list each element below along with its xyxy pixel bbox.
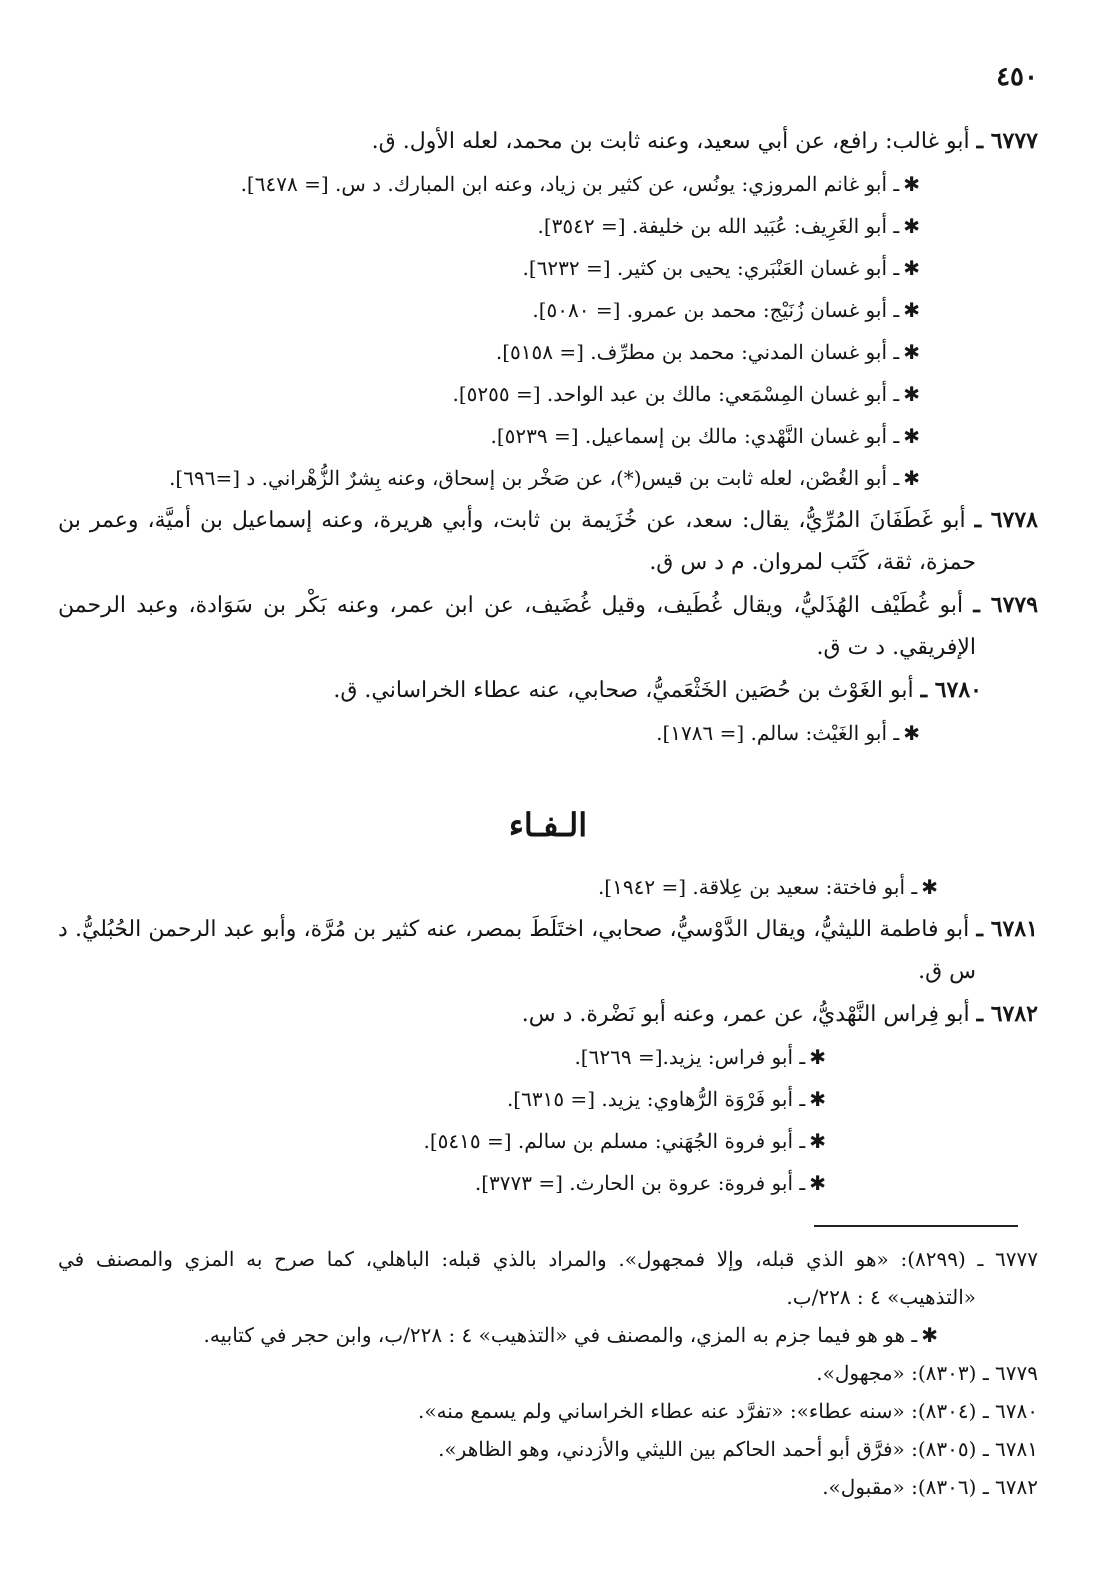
ref-text: ـ أبو غانم المروزي: يونُس، عن كثير بن زياد، وعنه ابن المبارك. د س. [= ٦٤٧٨]. <box>240 172 900 196</box>
ref-text: ـ أبو الغَيْث: سالم. [= ١٧٨٦]. <box>656 721 900 745</box>
cross-reference <box>58 205 1038 247</box>
footnote-text: (٨٢٩٩): «هو الذي قبله، وإلا فمجهول». والمراد بالذي قبله: الباهلي، كما صرح به المزي والمصنف في «التذهيب» ٤ : ٢٢٨/ب. <box>58 1247 976 1309</box>
asterisk-icon: ✱ <box>903 721 920 745</box>
section-heading: الـفـاء <box>508 806 588 844</box>
ref-text: ـ أبو غسان العَنْبَري: يحيى بن كثير. [= ٦٢٣٢]. <box>522 256 900 280</box>
footnote <box>58 1468 1038 1506</box>
entry <box>58 499 1038 584</box>
ref-text: ـ أبو فاختة: سعيد بن عِلاقة. [= ١٩٤٢]. <box>597 875 918 899</box>
ref-text: ـ أبو غسان النَّهْدي: مالك بن إسماعيل. [= ٥٢٣٩]. <box>490 424 900 448</box>
cross-reference <box>58 415 1038 457</box>
footnote <box>58 1240 1038 1316</box>
entry-text: أبو غُطَيْف الهُذَليُّ، ويقال غُطَيف، وقيل غُضَيف، عن ابن عمر، وعنه بَكْر بن سَوَادة، وعبد الرحمن الإفريقي. د ت ق. <box>58 593 976 660</box>
footnote-text: (٨٣٠٤): «سنه عطاء»: «تفرَّد عنه عطاء الخراساني ولم يسمع منه». <box>417 1399 977 1423</box>
cross-reference <box>58 1036 1038 1078</box>
entry <box>58 908 1038 993</box>
asterisk-icon: ✱ <box>903 382 920 406</box>
cross-reference <box>58 1120 1038 1162</box>
footnotes <box>58 1240 1038 1506</box>
asterisk-icon: ✱ <box>809 1129 826 1153</box>
ref-text: ـ أبو فروة الجُهَني: مسلم بن سالم. [= ٥٤١٥]. <box>423 1129 806 1153</box>
cross-reference <box>58 247 1038 289</box>
cross-reference <box>58 163 1038 205</box>
cross-reference <box>58 1078 1038 1120</box>
footnote <box>58 1392 1038 1430</box>
asterisk-icon: ✱ <box>921 875 938 899</box>
footnote <box>58 1354 1038 1392</box>
ref-text: ـ أبو غسان المِسْمَعي: مالك بن عبد الواحد. [= ٥٢٥٥]. <box>452 382 900 406</box>
entry-number: ٦٧٧٨ ـ <box>974 507 1038 533</box>
entry-text: أبو غَطَفَانَ المُرِّيُّ، يقال: سعد، عن خُزَيمة بن ثابت، وأبي هريرة، وعنه إسماعيل بن أميَّة، وعمر بن حمزة، ثقة، كَتَب لمروان. م د س ق. <box>58 508 976 575</box>
entry <box>58 993 1038 1036</box>
asterisk-icon: ✱ <box>903 424 920 448</box>
footnote-text: (٨٣٠٣): «مجهول». <box>816 1361 977 1385</box>
asterisk-icon: ✱ <box>903 256 920 280</box>
footnote-number: ٦٧٧٩ ـ <box>982 1361 1038 1385</box>
entry-number: ٦٧٧٩ ـ <box>973 592 1039 618</box>
entry-text: أبو غالب: رافع، عن أبي سعيد، وعنه ثابت بن محمد، لعله الأول. ق. <box>371 129 970 154</box>
footnote-number: ٦٧٨٢ ـ <box>982 1475 1038 1499</box>
entry <box>58 669 1038 712</box>
cross-reference <box>58 866 1038 908</box>
footnote-text: (٨٣٠٥): «فرَّق أبو أحمد الحاكم بين الليثي والأزدني، وهو الظاهر». <box>438 1437 977 1461</box>
ref-text: ـ أبو فروة: عروة بن الحارث. [= ٣٧٧٣]. <box>474 1171 806 1195</box>
asterisk-icon: ✱ <box>809 1087 826 1111</box>
asterisk-icon: ✱ <box>903 466 920 490</box>
entry-text: أبو الغَوْث بن حُصَين الخَثْعَميُّ، صحابي، عنه عطاء الخراساني. ق. <box>333 678 914 703</box>
footnote-number: ٦٧٨٠ ـ <box>982 1399 1038 1423</box>
ref-text: ـ أبو فَرْوَة الرُّهاوي: يزيد. [= ٦٣١٥]. <box>506 1087 806 1111</box>
main-entries <box>58 120 1038 1204</box>
asterisk-icon: ✱ <box>809 1171 826 1195</box>
asterisk-icon: ✱ <box>809 1045 826 1069</box>
entry-text: أبو فِراس النَّهْديُّ، عن عمر، وعنه أبو نَضْرة. د س. <box>521 1002 970 1027</box>
asterisk-icon: ✱ <box>921 1323 938 1347</box>
footnote-text: ـ هو هو فيما جزم به المزي، والمصنف في «التذهيب» ٤ : ٢٢٨/ب، وابن حجر في كتابيه. <box>203 1323 918 1347</box>
cross-reference <box>58 457 1038 499</box>
cross-reference <box>58 712 1038 754</box>
entry <box>58 120 1038 163</box>
footnote-number: ٦٧٨١ ـ <box>982 1437 1038 1461</box>
footnote-number: ٦٧٧٧ ـ <box>977 1247 1038 1271</box>
asterisk-icon: ✱ <box>903 214 920 238</box>
entry-text: أبو فاطمة الليثيُّ، ويقال الدَّوْسيُّ، صحابي، اختَلَطَ بمصر، عنه كثير بن مُرَّة، وأبو عبد الرحمن الحُبُليُّ. د س ق. <box>58 917 976 984</box>
ref-text: ـ أبو فراس: يزيد.[= ٦٢٦٩]. <box>574 1045 806 1069</box>
ref-text: ـ أبو غسان المدني: محمد بن مطرِّف. [= ٥١٥٨]. <box>495 340 900 364</box>
entry <box>58 584 1038 669</box>
footnote <box>58 1316 1038 1354</box>
cross-reference <box>58 331 1038 373</box>
footnote <box>58 1430 1038 1468</box>
ref-text: ـ أبو الغَرِيف: عُبَيد الله بن خليفة. [= ٣٥٤٢]. <box>537 214 900 238</box>
cross-reference <box>58 373 1038 415</box>
footnote-separator <box>814 1225 1018 1227</box>
entry-number: ٦٧٨١ ـ <box>976 916 1038 942</box>
page-number: ٤٥٠ <box>996 62 1038 92</box>
asterisk-icon: ✱ <box>903 172 920 196</box>
entry-number: ٦٧٨٠ ـ <box>920 677 982 703</box>
cross-reference <box>58 1162 1038 1204</box>
entry-number: ٦٧٨٢ ـ <box>976 1001 1038 1027</box>
cross-reference <box>58 289 1038 331</box>
asterisk-icon: ✱ <box>903 298 920 322</box>
asterisk-icon: ✱ <box>903 340 920 364</box>
ref-text: ـ أبو غسان زُنَيْج: محمد بن عمرو. [= ٥٠٨٠]. <box>532 298 900 322</box>
ref-text: ـ أبو الغُصْن، لعله ثابت بن قيس(*)، عن صَخْر بن إسحاق، وعنه بِشرٌ الزُّهْراني. د [=٦٩٦]. <box>169 466 900 490</box>
footnote-text: (٨٣٠٦): «مقبول». <box>822 1475 977 1499</box>
entry-number: ٦٧٧٧ ـ <box>976 128 1038 154</box>
